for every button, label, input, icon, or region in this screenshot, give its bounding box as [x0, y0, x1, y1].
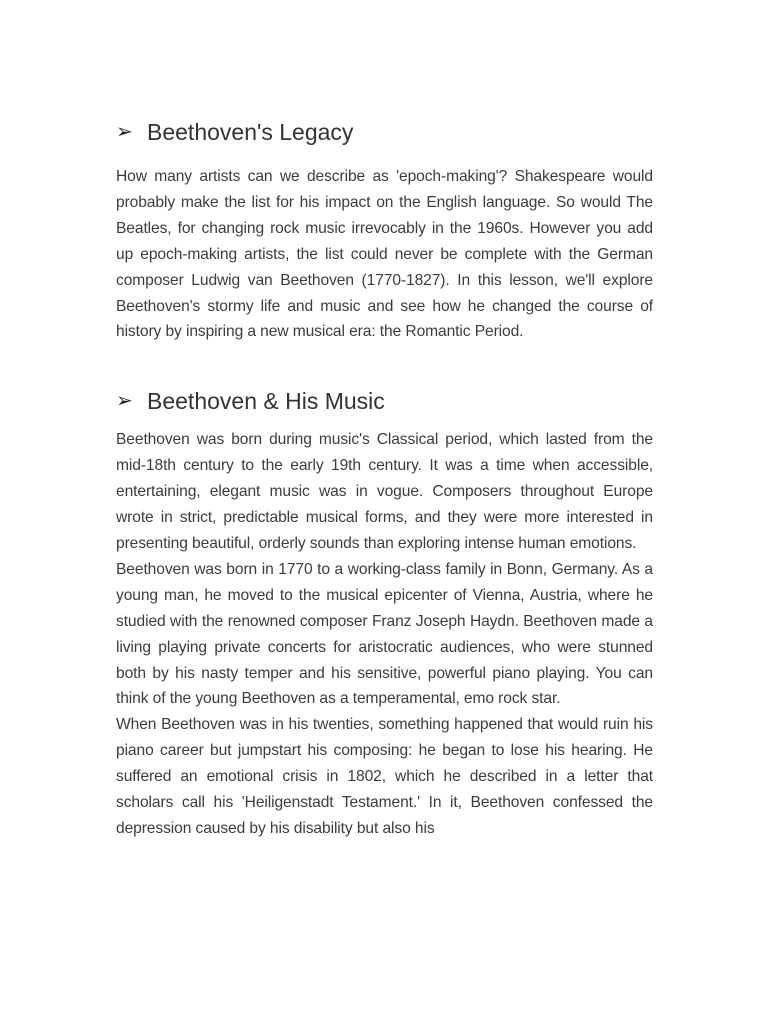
document-page — [116, 114, 653, 842]
paragraph: How many artists can we describe as 'epoch-making'? Shakespeare would probably make the list for his impact on the English language. So would The Beatles, for changing rock music irrevocably in the 1960s. However you add up epoch-making artists, the list could never be complete with the German composer Ludwig van Beethoven (1770-1827). In this lesson, we'll explore Beethoven's stormy life and music and see how he changed the course of history by inspiring a new musical era: the Romantic Period. — [116, 168, 653, 341]
paragraph: Beethoven was born during music's Classical period, which lasted from the mid-18th century to the early 19th century. It was a time when accessible, entertaining, elegant music was in vogue. Composers throughout Europe wrote in strict, predictable musical forms, and they were more interested in presenting beautiful, orderly sounds than exploring intense human emotions. — [116, 431, 653, 552]
section-music — [116, 383, 653, 842]
paragraph: Beethoven was born in 1770 to a working-class family in Bonn, Germany. As a young man, he moved to the musical epicenter of Vienna, Austria, where he studied with the renowned composer Franz Joseph Haydn. Beethoven made a living playing private concerts for aristocratic audiences, who were stunned both by his nasty temper and his sensitive, powerful piano playing. You can think of the young Beethoven as a temperamental, emo rock star. — [116, 560, 653, 708]
paragraph: When Beethoven was in his twenties, something happened that would ruin his piano career but jumpstart his composing: he began to lose his hearing. He suffered an emotional crisis in 1802, which he described in a letter that scholars call his 'Heiligenstadt Testament.' In it, Beethoven confessed the depression caused by his disability but also his — [116, 716, 653, 837]
section-legacy — [116, 114, 653, 345]
heading-text: Beethoven & His Music — [147, 387, 385, 414]
arrow-bullet-icon: ➢ — [116, 390, 133, 413]
section-heading — [116, 383, 653, 419]
heading-text: Beethoven's Legacy — [147, 118, 354, 145]
arrow-bullet-icon: ➢ — [116, 121, 133, 143]
section-heading — [116, 114, 653, 150]
